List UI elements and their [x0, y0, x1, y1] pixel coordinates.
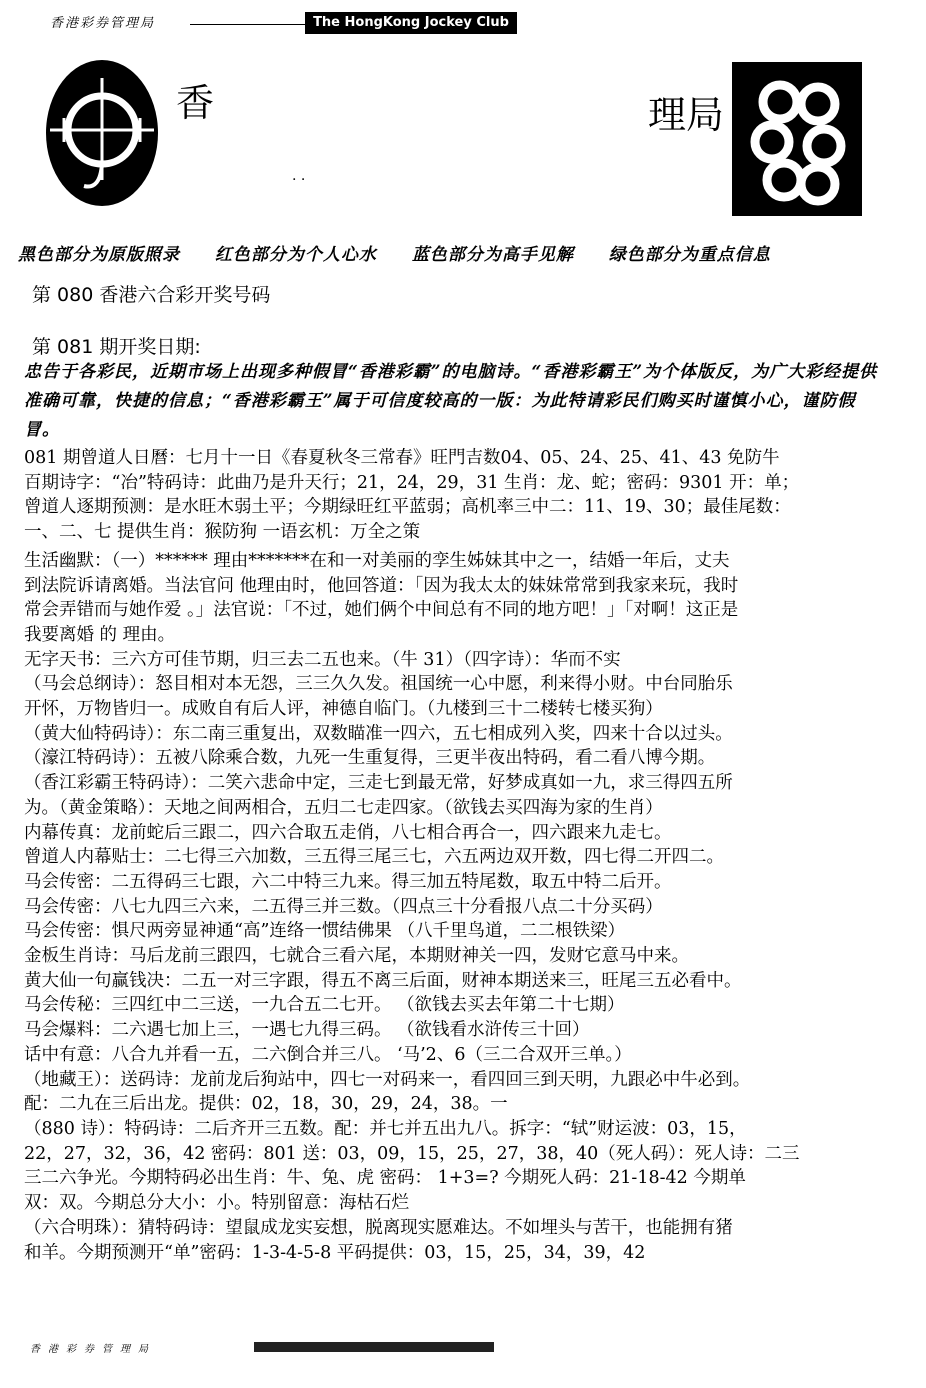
- text-line: 马会传密：八七九四三六来，二五得三并三数。（四点三十分看报八点二十分买码）: [24, 896, 663, 917]
- org-name-cn: 香港彩券管理局: [50, 16, 156, 31]
- text-line: 金板生肖诗：马后龙前三跟四，七就合三看六尾，本期财神关一四，发财它意马中来。: [24, 946, 689, 967]
- text-line: 三二六争光。今期特码必出生肖：牛、兔、虎 密码： 1+3=? 今期死人码：21-18-42 今期单: [24, 1168, 746, 1189]
- legend-red: 红色部分为个人心水: [214, 245, 377, 265]
- legend-black: 黑色部分为原版照录: [18, 245, 180, 265]
- text-line: 生活幽默：（一）****** 理由*******在和一对美丽的孪生姊妹其中之一，结婚一年后，丈夫: [24, 550, 730, 571]
- banner-rule: [190, 24, 306, 25]
- text-line: 为。（黄金策略）：天地之间两相合，五归二七走四家。（欲钱去买四海为家的生肖）: [24, 797, 663, 818]
- issue-line: 第 080 香港六合彩开奖号码: [32, 284, 271, 306]
- color-legend: [18, 240, 908, 265]
- text-line: 曾道人逐期预测：是水旺木弱土平；今期绿旺红平蓝弱；高机率三中二：11、19、30；最佳尾数：: [24, 497, 791, 518]
- text-line: 和羊。今期预测开“单”密码：1-3-4-5-8 平码提供：03，15，25，34，39，42: [24, 1242, 646, 1263]
- text-line: 22，27，32，36，42 密码：801 送：03，09，15，25，27，38，40（死人码）：死人诗：二三: [24, 1143, 800, 1164]
- text-line: 到法院诉请离婚。当法官问 他理由时，他回答道：「因为我太太的妹妹常常到我家来玩，我时: [24, 575, 739, 596]
- text-line: 马会传密：二五得码三七跟，六二中特三九来。得三加五特尾数，取五中特二后开。: [24, 871, 672, 892]
- text-line: 黄大仙一句赢钱决：二五一对三字跟，得五不离三后面，财神本期送来三，旺尾三五必看中。: [24, 970, 742, 991]
- text-line: 我要离婚 的 理由。: [24, 624, 176, 645]
- footer-bar: [254, 1342, 494, 1352]
- text-line: 双：双。今期总分大小：小。特别留意：海枯石烂: [24, 1193, 409, 1214]
- prediction-body: [24, 446, 904, 1265]
- draw-date-line: 第 081 期开奖日期:: [32, 336, 201, 358]
- text-line: 百期诗字：“冶”特码诗：此曲乃是升天行；21，24，29，31 生肖：龙、蛇；密码：9301 开：单；: [24, 472, 800, 493]
- jockey-club-emblem-left: [44, 58, 160, 208]
- text-line: （地藏王）：送码诗：龙前龙后狗站中，四七一对码来一，看四回三到天明，九跟必中牛必到。: [24, 1069, 751, 1090]
- text-line: 马会传密：惧尺两旁显神通“高”连络一惯结佛果 （八千里鸟道，二二根铁梁）: [24, 921, 625, 942]
- text-line: 081 期曾道人日曆：七月十一日《春夏秋冬三常春》旺門吉数04、05、24、25、41、43 免防牛: [24, 448, 780, 468]
- org-name-en: The HongKong Jockey Club: [305, 12, 517, 34]
- text-line: 无字天书：三六方可佳节期，归三去二五也来。（牛 31）（四字诗）：华而不实: [24, 649, 621, 670]
- text-line: 配：二九在三后出龙。提供：02，18，30，29，24，38。一: [24, 1094, 508, 1115]
- title-fragment-right: 理局: [648, 93, 725, 137]
- text-line: 常会弄错而与她作爱 。」法官说：「不过，她们俩个中间总有不同的地方吧！」「对啊！这正是: [24, 600, 739, 621]
- text-line: （濠江特码诗）：五被八除乘合数，九死一生重复得，三更半夜出特码，看二看八博今期。: [24, 748, 716, 769]
- text-line: 一、二、七 提供生肖：猴防狗 一语玄机：万全之策: [24, 522, 421, 543]
- legend-green: 绿色部分为重点信息: [608, 245, 771, 265]
- top-banner: [40, 4, 509, 34]
- text-line: （六合明珠）：猜特码诗：望鼠成龙实妄想，脱离现实愿难达。不如埋头与苦干，也能拥有猪: [24, 1217, 733, 1238]
- title-fragment-left: 香: [176, 81, 215, 125]
- text-line: （黄大仙特码诗）：东二南三重复出，双数瞄准一四六，五七相成列入奖，四来十合以过头。: [24, 723, 733, 744]
- text-line: 曾道人内幕贴士：二七得三六加数，三五得三尾三七，六五两边双开数，四七得二开四二。: [24, 847, 724, 868]
- legend-blue: 蓝色部分为高手见解: [411, 245, 574, 265]
- text-line: （香江彩霸王特码诗）：二笑六悲命中定，三走七到最无常，好梦成真如一九，求三得四五所: [24, 773, 733, 794]
- text-line: （马会总纲诗）：怒目相对本无怨，三三久久发。祖国统一心中愿，利来得小财。中台同胎乐: [24, 674, 733, 695]
- text-line: 马会爆料：二六遇七加上三，一遇七九得三码。 （欲钱看水浒传三十回）: [24, 1020, 590, 1041]
- text-line: 内幕传真：龙前蛇后三跟二，四六合取五走俏，八七相合再合一，四六跟来九走七。: [24, 822, 672, 843]
- text-line: 话中有意：八合九并看一五，二六倒合并三八。 ‘马’2、6（三二合双开三单。）: [24, 1044, 632, 1065]
- footer-org-name: 香港彩券管理局: [30, 1344, 156, 1355]
- title-dots: . .: [292, 168, 306, 184]
- text-line: （880 诗）：特码诗：二后齐开三五数。配：并七并五出九八。拆字：“轼”财运波：03，15，: [24, 1118, 747, 1139]
- jockey-club-emblem-right: [732, 62, 862, 216]
- footer-banner: [24, 1340, 504, 1354]
- text-line: 开怀，万物皆归一。成败自有后人评，神德自临门。（九楼到三十二楼转七楼买狗）: [24, 699, 663, 720]
- rings-logo-icon: [732, 62, 862, 216]
- text-line: 马会传秘：三四红中二三送，一九合五二七开。 （欲钱去买去年第二十七期）: [24, 995, 625, 1016]
- warning-notice: 忠告于各彩民，近期市场上出现多种假冒“香港彩霸”的电脑诗。“香港彩霸王”为个体版反，为广大彩经提供准确可靠，快捷的信息；“香港彩霸王”属于可信度较高的一版：为此特请彩民们购买时谨慎小心，谨防假冒。: [24, 362, 878, 440]
